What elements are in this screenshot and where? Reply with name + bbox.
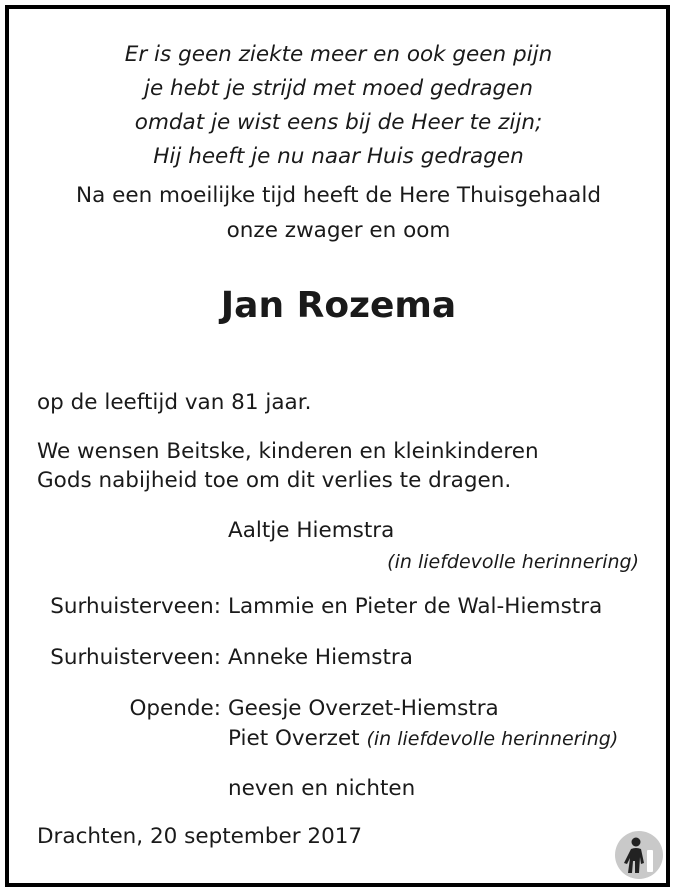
memorial-figure-icon <box>614 830 664 880</box>
relative-name: Aaltje Hiemstra <box>228 518 395 543</box>
poem-line: omdat je wist eens bij de Heer te zijn; <box>134 110 543 135</box>
relative-name: Lammie en Pieter de Wal-Hiemstra <box>228 594 603 619</box>
deceased-name: Jan Rozema <box>220 285 457 326</box>
poem-line: je hebt je strijd met moed gedragen <box>143 76 533 101</box>
poem <box>0 38 677 174</box>
relative-name: Geesje Overzet-Hiemstra <box>228 696 499 721</box>
relative-name-line-2 <box>228 724 618 754</box>
relative-name: Piet Overzet <box>228 726 360 751</box>
memory-note: (in liefdevolle herinnering) <box>366 728 619 750</box>
relative-place: Surhuisterveen: <box>50 594 221 619</box>
other-relatives: neven en nichten <box>228 776 416 801</box>
intro-line-1: Na een moeilijke tijd heeft de Here Thuisgehaald <box>76 183 601 208</box>
relative-place: Surhuisterveen: <box>50 645 221 670</box>
relative-name: Anneke Hiemstra <box>228 645 413 670</box>
relative-place: Opende: <box>129 696 221 721</box>
poem-line: Hij heeft je nu naar Huis gedragen <box>153 144 524 169</box>
age-text: op de leeftijd van 81 jaar. <box>37 390 312 415</box>
intro-line-2: onze zwager en oom <box>226 218 451 243</box>
poem-line: Er is geen ziekte meer en ook geen pijn <box>124 42 553 67</box>
wish-line-1: We wensen Beitske, kinderen en kleinkinderen <box>37 439 539 464</box>
place-date: Drachten, 20 september 2017 <box>37 824 363 849</box>
memory-note: (in liefdevolle herinnering) <box>387 551 639 573</box>
wish-line-2: Gods nabijheid toe om dit verlies te dragen. <box>37 468 512 493</box>
intro <box>0 178 677 248</box>
